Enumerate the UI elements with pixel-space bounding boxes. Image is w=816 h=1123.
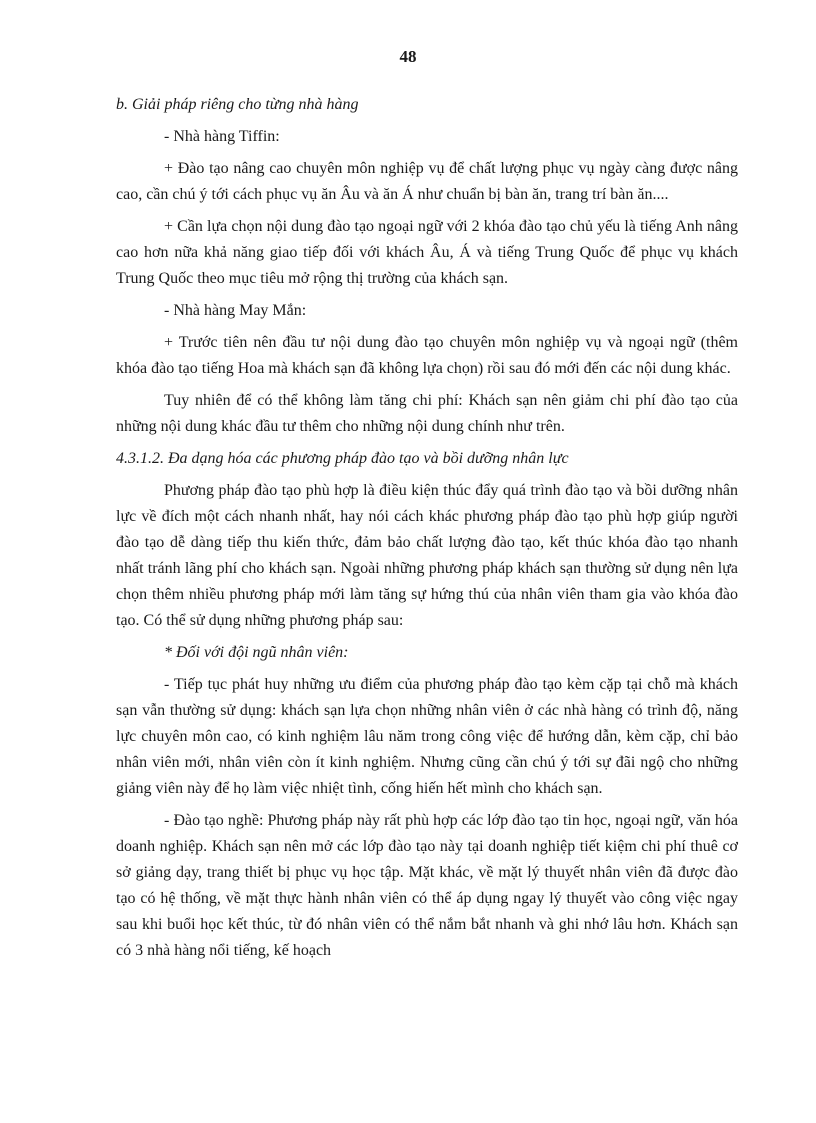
paragraph-cost-note: Tuy nhiên để có thể không làm tăng chi phí: Khách sạn nên giảm chi phí đào tạo của những nội dung khác đầu tư thêm cho những nội dung chính như trên.	[116, 392, 738, 435]
paragraph-methods-intro: Phương pháp đào tạo phù hợp là điều kiện thúc đẩy quá trình đào tạo và bồi dưỡng nhân lực về đích một cách nhanh nhất, hay nói cách khác phương pháp đào tạo phù hợp giúp người đào tạo dễ dàng tiếp thu kiến thức, đảm bảo chất lượng đào tạo, kết thúc khóa đào tạo nhanh nhất tránh lãng phí cho khách sạn. Ngoài những phương pháp khách sạn thường sử dụng nên lựa chọn thêm nhiều phương pháp mới làm tăng sự hứng thú của nhân viên tham gia vào khóa đào tạo. Có thể sử dụng những phương pháp sau:	[116, 482, 738, 629]
list-item-may-man: - Nhà hàng May Mắn:	[164, 302, 307, 319]
paragraph-vocational: - Đào tạo nghề: Phương pháp này rất phù hợp các lớp đào tạo tin học, ngoại ngữ, văn hóa doanh nghiệp. Khách sạn nên mở các lớp đào tạo này tại doanh nghiệp tiết kiệm chi phí thuê cơ sở giảng dạy, trang thiết bị phục vụ học tập. Mặt khác, về mặt lý thuyết nhân viên đã được đào tạo có hệ thống, về mặt thực hành nhân viên có thể áp dụng ngay lý thuyết vào công việc ngay sau khi buổi học kết thúc, từ đó nhân viên có thể nắm bắt nhanh và ghi nhớ lâu hơn. Khách sạn có 3 nhà hàng nổi tiếng, kế hoạch	[116, 812, 738, 959]
paragraph-tiffin-training: + Đào tạo nâng cao chuyên môn nghiệp vụ để chất lượng phục vụ ngày càng được nâng cao, cần chú ý tới cách phục vụ ăn Âu và ăn Á như chuẩn bị bàn ăn, trang trí bàn ăn....	[116, 160, 738, 203]
page-number: 48	[399, 47, 417, 66]
subheading-staff: * Đối với đội ngũ nhân viên:	[164, 644, 349, 661]
document-body	[116, 92, 738, 970]
section-heading-4312: 4.3.1.2. Đa dạng hóa các phương pháp đào tạo và bồi dưỡng nhân lực	[116, 450, 569, 467]
list-item-tiffin: - Nhà hàng Tiffin:	[164, 128, 280, 145]
paragraph-on-the-job: - Tiếp tục phát huy những ưu điểm của phương pháp đào tạo kèm cặp tại chỗ mà khách sạn vẫn thường sử dụng: khách sạn lựa chọn những nhân viên ở các nhà hàng có trình độ, năng lực chuyên môn cao, có kinh nghiệm lâu năm trong công việc để hướng dẫn, kèm cặp, chỉ bảo nhân viên mới, nhân viên còn ít kinh nghiệm. Nhưng cũng cần chú ý tới sự đãi ngộ cho những giảng viên này để họ làm việc nhiệt tình, cống hiến hết mình cho khách sạn.	[116, 676, 738, 797]
section-heading-b: b. Giải pháp riêng cho từng nhà hàng	[116, 96, 359, 113]
paragraph-tiffin-language: + Cần lựa chọn nội dung đào tạo ngoại ngữ với 2 khóa đào tạo chủ yếu là tiếng Anh nâng cao hơn nữa khả năng giao tiếp đối với khách Âu, Á và tiếng Trung Quốc để phục vụ khách Trung Quốc theo mục tiêu mở rộng thị trường của khách sạn.	[116, 218, 738, 287]
paragraph-may-man-training: + Trước tiên nên đầu tư nội dung đào tạo chuyên môn nghiệp vụ và ngoại ngữ (thêm khóa đào tạo tiếng Hoa mà khách sạn đã không lựa chọn) rồi sau đó mới đến các nội dung khác.	[116, 334, 738, 377]
